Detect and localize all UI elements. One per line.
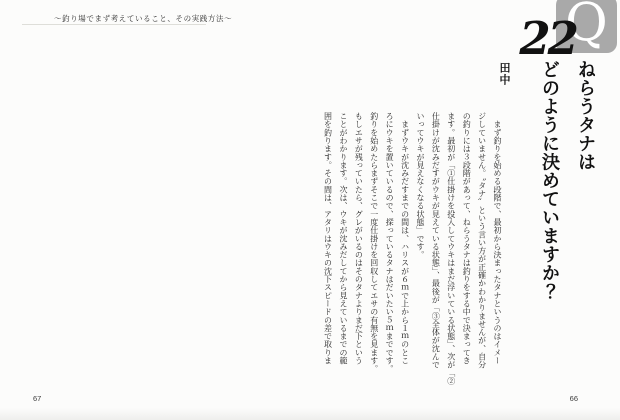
- text-column: ろにウキを置いているので、探っているタナはだいたい５ｍまでです。: [385, 112, 395, 373]
- text-column: まずウキが沈みだすまでの間は、ハリスが６ｍで上から１ｍのとこ: [400, 112, 410, 365]
- text-column: ジしていません。〝タナ〟という言い方が正確かわかりませんが、自分: [477, 112, 487, 369]
- page-number-right: 66: [569, 394, 578, 403]
- text-column: 釣りを始めたらまずそこで一度仕掛けを回収してエサの有無を見ます。: [369, 112, 379, 373]
- text-column: もしエサが残っていたら、グレがいるのはそのタナよりまだ下という: [354, 112, 364, 365]
- left-page: [0, 0, 308, 420]
- question-number: 22: [519, 12, 576, 65]
- question-title-line: ねらうタナは: [576, 60, 596, 171]
- text-column: 囲を釣ります。その間は、アタリはウキの沈下スピードの差で取りま: [323, 112, 333, 365]
- question-title-line: どのように決めていますか？: [540, 60, 560, 301]
- q-badge-letter: Q: [565, 0, 608, 53]
- question-title: [532, 60, 604, 310]
- speaker-name: 田中: [498, 62, 510, 86]
- right-page: [308, 0, 620, 420]
- running-header: 〜釣り場でまず考えていること、その実践方法〜: [54, 14, 233, 23]
- right-body-text: [320, 112, 505, 386]
- text-column: まず釣りを始める段階で、最初から決まったタナというのはイメー: [493, 112, 502, 365]
- text-column: いってウキが見えなくなる状態」です。: [415, 112, 425, 259]
- text-column: ことがわかります。次は、ウキが沈みだしてから見えているまでの範: [338, 112, 348, 365]
- header-rule: [22, 24, 206, 25]
- text-column: 仕掛けが沈みだすがウキが見えている状態」、最後が「③全体が沈んで: [431, 112, 441, 369]
- text-column: ます。最初が「①仕掛けを投入してウキはまだ浮いている状態」、次が「②: [446, 112, 456, 386]
- text-column: の釣りには３段階があって、ねらうタナは釣りをする中で決まってき: [462, 112, 472, 365]
- page-number-left: 67: [33, 394, 42, 403]
